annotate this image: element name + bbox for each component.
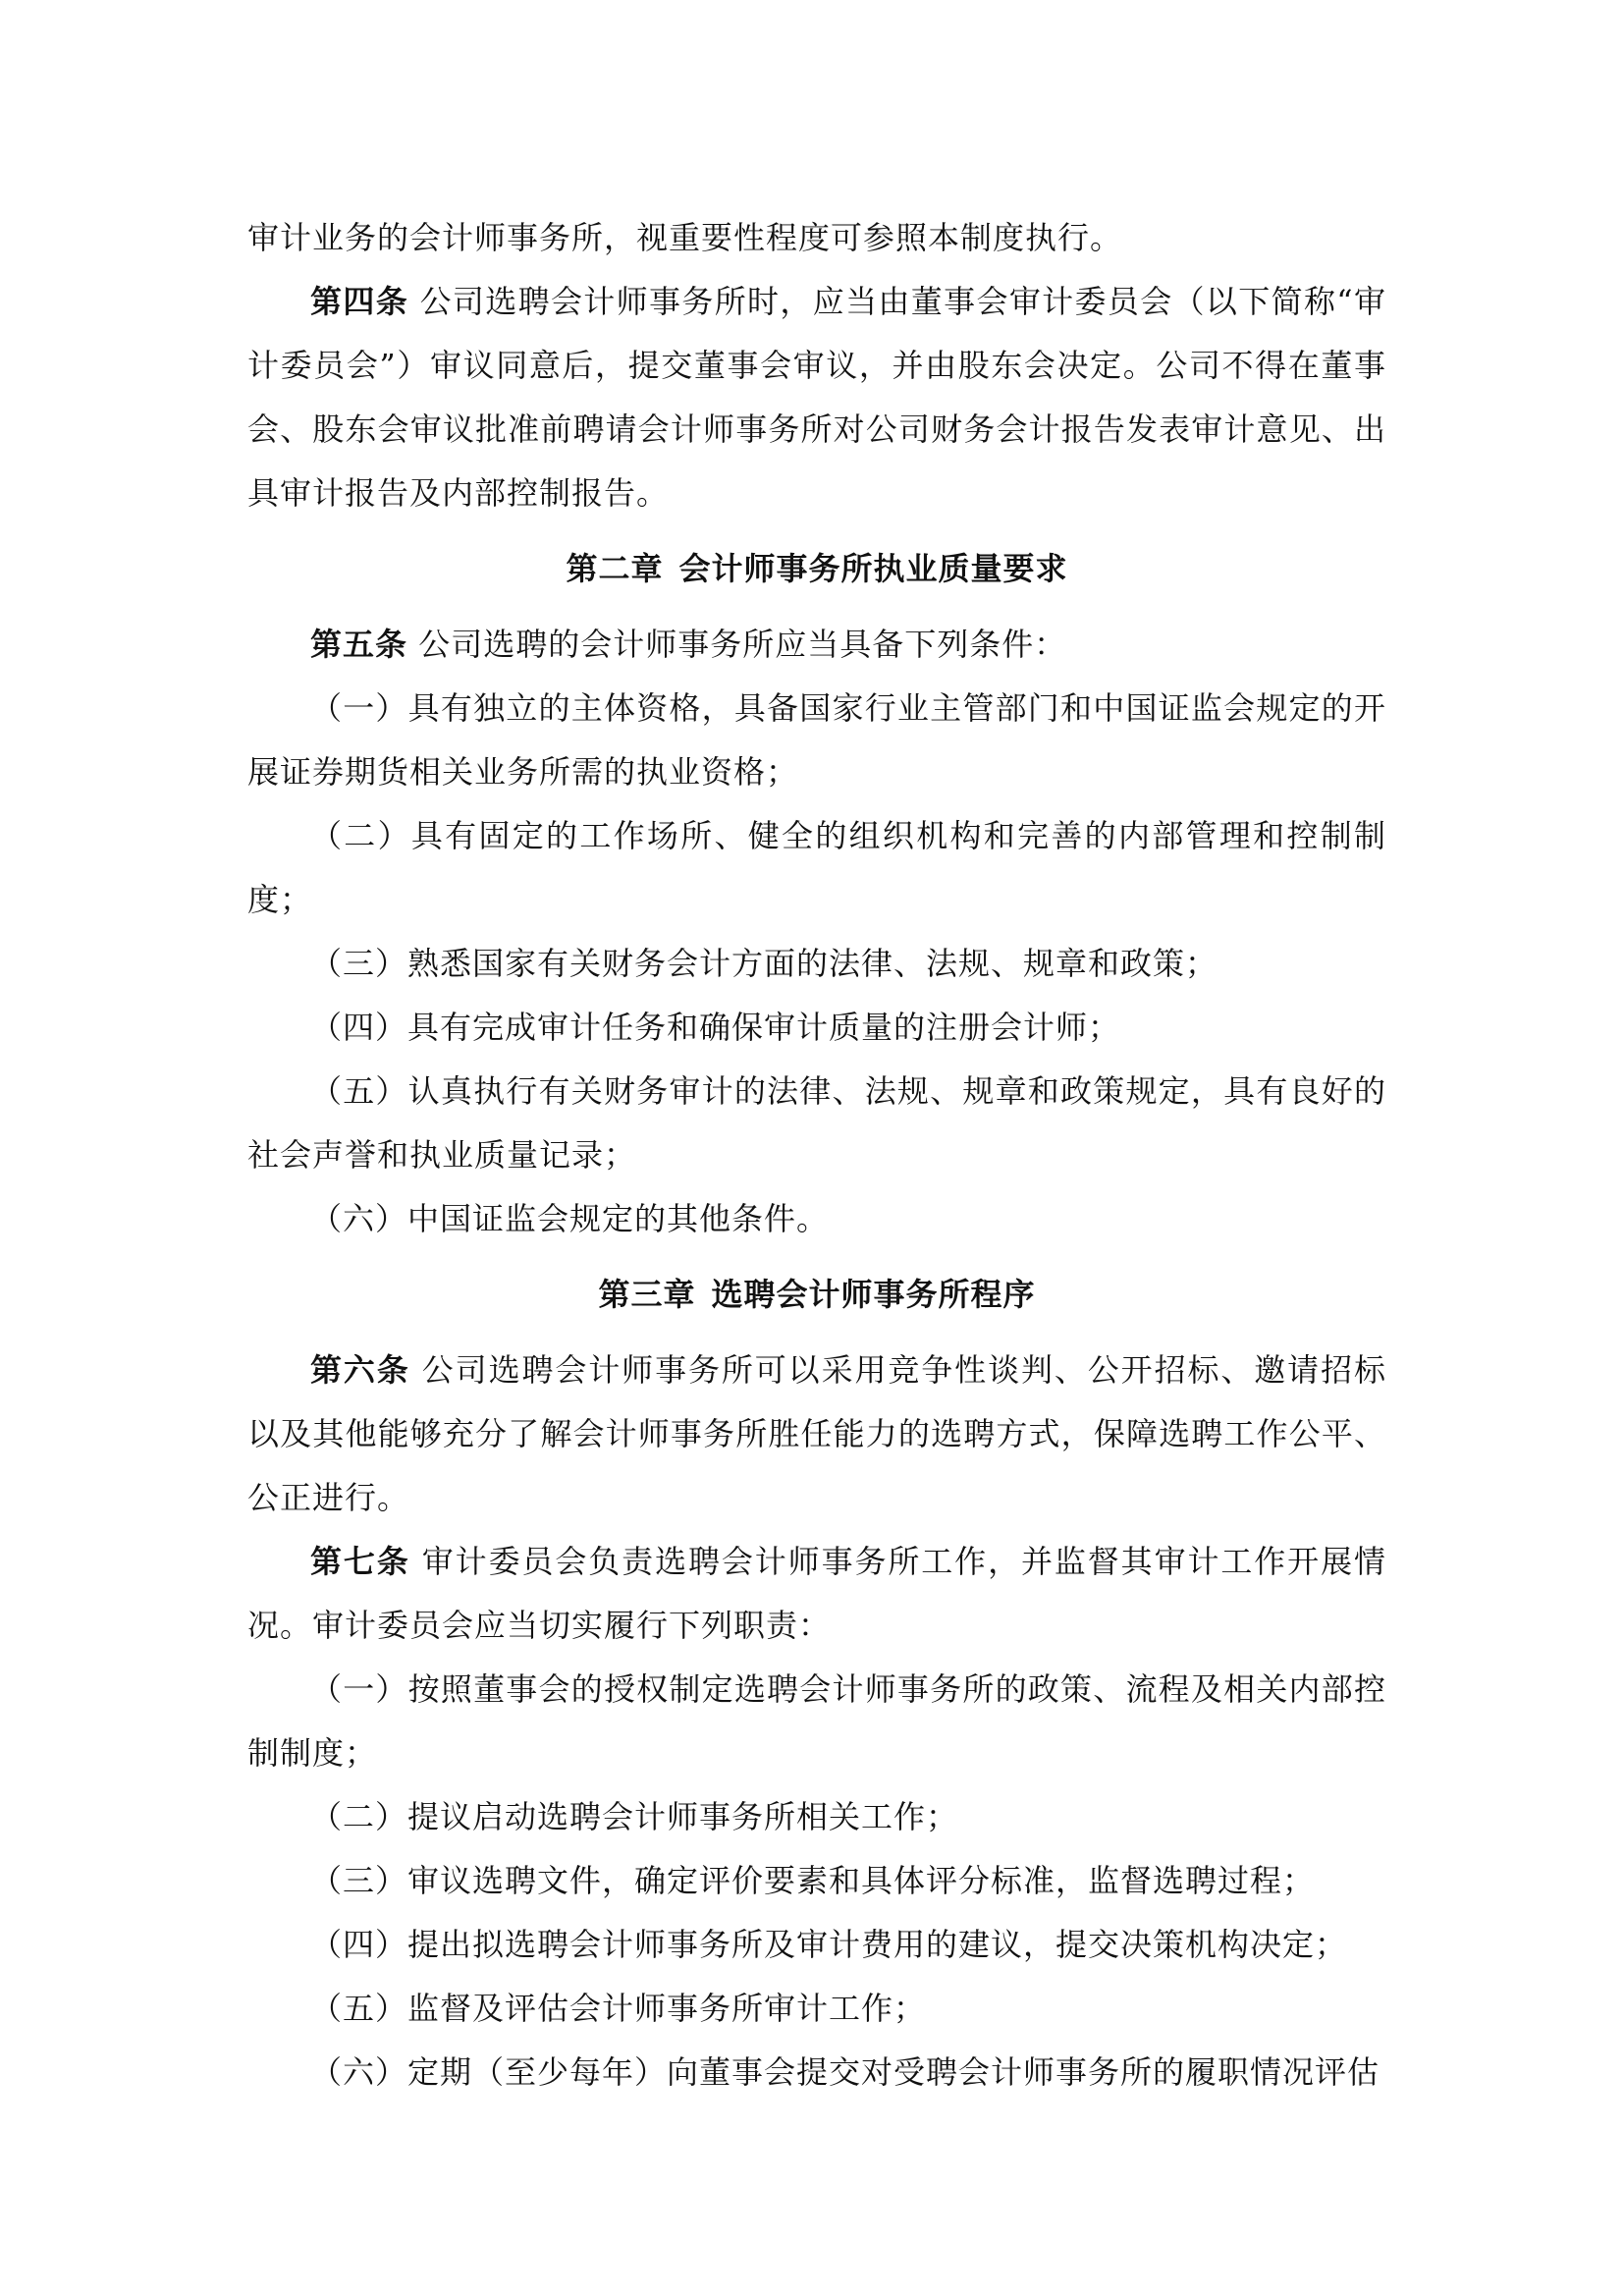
article-5-text: 公司选聘的会计师事务所应当具备下列条件： bbox=[418, 626, 1067, 663]
intro-continuation: 审计业务的会计师事务所，视重要性程度可参照本制度执行。 bbox=[247, 219, 1123, 256]
article-5-item-6: （六）中国证监会规定的其他条件。 bbox=[310, 1200, 830, 1237]
article-7-item-3: （三）审议选聘文件，确定评价要素和具体评分标准，监督选聘过程； bbox=[310, 1862, 1316, 1899]
article-4-label: 第四条 bbox=[310, 283, 409, 320]
article-5-item-4: （四）具有完成审计任务和确保审计质量的注册会计师； bbox=[310, 1009, 1121, 1046]
article-7-item-2: （二）提议启动选聘会计师事务所相关工作； bbox=[310, 1798, 959, 1835]
article-5 bbox=[247, 613, 1386, 677]
article-7-item-1: （一）按照董事会的授权制定选聘会计师事务所的政策、流程及相关内部控制制度； bbox=[247, 1670, 1386, 1772]
chapter-2-title: 会计师事务所执业质量要求 bbox=[678, 550, 1068, 587]
chapter-2-number: 第二章 bbox=[566, 550, 664, 587]
article-5-item-3: （三）熟悉国家有关财务会计方面的法律、法规、规章和政策； bbox=[310, 945, 1218, 982]
article-6-text: 公司选聘会计师事务所可以采用竞争性谈判、公开招标、邀请招标以及其他能够充分了解会计师事务所胜任能力的选聘方式，保障选聘工作公平、公正进行。 bbox=[247, 1351, 1386, 1516]
document-page bbox=[247, 206, 1386, 2105]
article-7-label: 第七条 bbox=[310, 1543, 410, 1580]
article-7 bbox=[247, 1530, 1386, 1658]
article-7-item-4: （四）提出拟选聘会计师事务所及审计费用的建议，提交决策机构决定； bbox=[310, 1926, 1348, 1963]
article-4-text: 公司选聘会计师事务所时，应当由董事会审计委员会（以下简称“审计委员会”）审议同意后，提交董事会审议，并由股东会决定。公司不得在董事会、股东会审议批准前聘请会计师事务所对公司财务会计报告发表审计意见、出具审计报告及内部控制报告。 bbox=[247, 283, 1386, 512]
chapter-3-number: 第三章 bbox=[598, 1276, 696, 1313]
article-7-item-6: （六）定期（至少每年）向董事会提交对受聘会计师事务所的履职情况评估 bbox=[310, 2053, 1380, 2091]
article-5-item-5: （五）认真执行有关财务审计的法律、法规、规章和政策规定，具有良好的社会声誉和执业质量记录； bbox=[247, 1072, 1386, 1174]
article-4 bbox=[247, 270, 1386, 525]
article-5-item-2: （二）具有固定的工作场所、健全的组织机构和完善的内部管理和控制制度； bbox=[247, 817, 1386, 918]
article-7-item-5: （五）监督及评估会计师事务所审计工作； bbox=[310, 1990, 927, 2027]
article-6-label: 第六条 bbox=[310, 1351, 410, 1389]
chapter-3-heading bbox=[247, 1263, 1386, 1327]
article-5-label: 第五条 bbox=[310, 626, 408, 663]
article-7-text: 审计委员会负责选聘会计师事务所工作，并监督其审计工作开展情况。审计委员会应当切实履行下列职责： bbox=[247, 1543, 1386, 1644]
article-5-item-1: （一）具有独立的主体资格，具备国家行业主管部门和中国证监会规定的开展证券期货相关业务所需的执业资格； bbox=[247, 689, 1386, 791]
article-6 bbox=[247, 1339, 1386, 1530]
chapter-3-title: 选聘会计师事务所程序 bbox=[711, 1276, 1036, 1313]
chapter-2-heading bbox=[247, 537, 1386, 601]
